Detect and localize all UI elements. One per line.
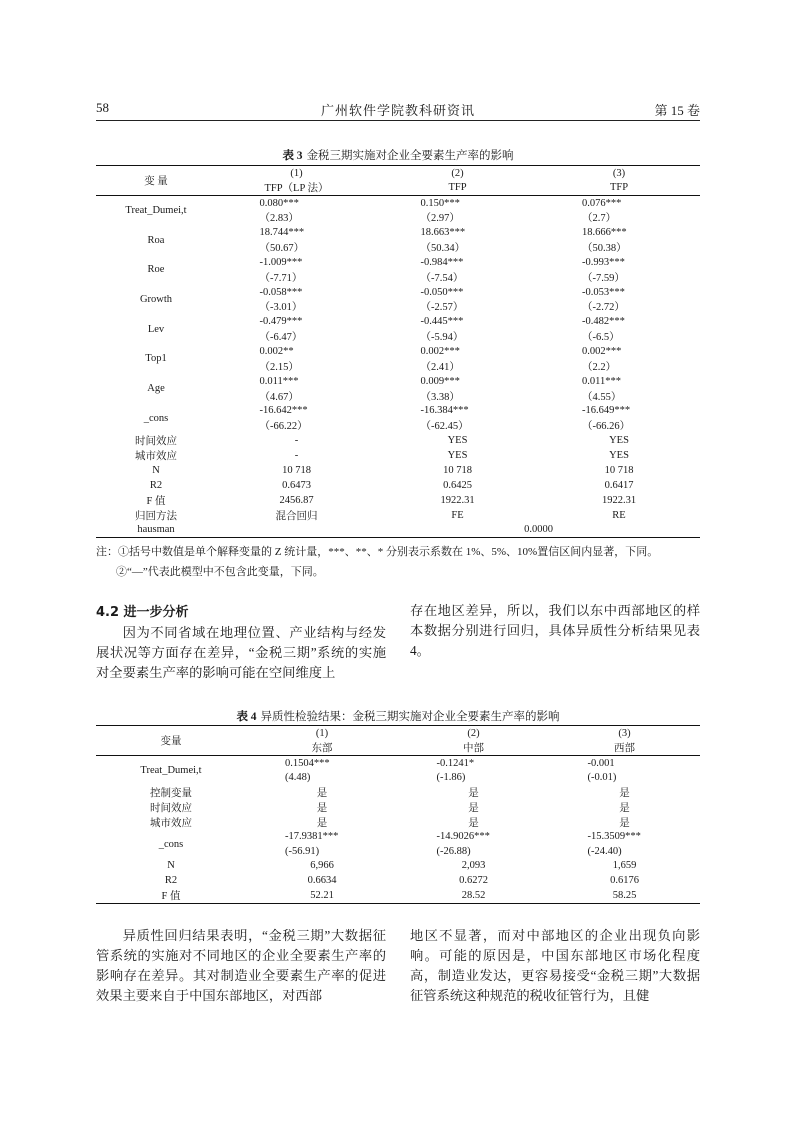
table3-caption bbox=[96, 147, 700, 163]
z-statistic-text: （2.2） bbox=[582, 361, 617, 373]
coefficient-text: 0.011*** bbox=[259, 375, 299, 387]
coefficient bbox=[549, 830, 700, 845]
table4-caption-label: 表 4 bbox=[236, 711, 257, 723]
coefficient-text: 0.076*** bbox=[582, 197, 622, 209]
coefficient-text: 0.002*** bbox=[582, 345, 622, 357]
stat-value: 58.25 bbox=[549, 888, 700, 904]
stat-name: F 值 bbox=[96, 888, 246, 904]
journal-title: 广州软件学院教科研资讯 bbox=[320, 103, 475, 118]
z-statistic bbox=[398, 770, 549, 785]
stat-row bbox=[96, 493, 700, 508]
coefficient bbox=[377, 344, 538, 359]
coefficient-text: -0.058*** bbox=[259, 286, 303, 298]
coefficient-text: 18.666*** bbox=[582, 227, 627, 239]
z-statistic bbox=[246, 844, 398, 859]
z-statistic-text: （-7.54） bbox=[420, 272, 464, 284]
coefficient-text: -0.445*** bbox=[420, 316, 464, 328]
coefficient bbox=[377, 225, 538, 240]
stat-value: 0.6473 bbox=[282, 479, 311, 491]
stat-row bbox=[96, 478, 700, 493]
z-statistic bbox=[377, 299, 538, 314]
stat-row bbox=[96, 448, 700, 463]
coefficient bbox=[538, 196, 700, 211]
table4 bbox=[96, 725, 700, 904]
stat-value: 6,966 bbox=[310, 860, 334, 872]
coefficient bbox=[398, 756, 549, 771]
hausman-row bbox=[96, 523, 700, 538]
coefficient bbox=[377, 374, 538, 389]
dependent-variable-3: TFP bbox=[538, 180, 700, 196]
coefficient bbox=[538, 225, 700, 240]
coefficient bbox=[377, 285, 538, 300]
z-statistic-text: （3.38） bbox=[420, 391, 460, 403]
stat-row bbox=[96, 508, 700, 523]
dependent-variable-1: TFP（LP 法） bbox=[216, 180, 377, 196]
coefficient-text: -0.001 bbox=[587, 757, 615, 769]
z-statistic bbox=[549, 770, 700, 785]
z-statistic bbox=[538, 418, 700, 433]
coef-row bbox=[96, 374, 700, 389]
coefficient bbox=[377, 255, 538, 270]
bottom-left-column bbox=[96, 926, 386, 1006]
z-statistic bbox=[216, 329, 377, 344]
coef-row bbox=[96, 314, 700, 329]
coefficient-text: 18.744*** bbox=[259, 227, 305, 239]
table4-header-row bbox=[96, 726, 700, 741]
stat-value: 1,659 bbox=[612, 860, 637, 872]
z-statistic-text: （-62.45） bbox=[420, 421, 469, 433]
stat-name: F 值 bbox=[146, 495, 166, 507]
coefficient bbox=[538, 404, 700, 419]
stat-value: - bbox=[294, 435, 299, 447]
z-statistic-text: (-1.86) bbox=[436, 771, 466, 783]
coefficient bbox=[538, 314, 700, 329]
coef-row bbox=[96, 285, 700, 300]
running-header bbox=[96, 98, 700, 121]
coefficient bbox=[377, 196, 538, 211]
coefficient-text: -0.053*** bbox=[582, 286, 625, 298]
z-statistic-text: （-6.47） bbox=[259, 332, 303, 344]
coefficient-text: -0.050*** bbox=[420, 286, 464, 298]
var-header: 变 量 bbox=[96, 166, 216, 196]
coefficient-text: 0.080*** bbox=[259, 197, 299, 209]
control-row bbox=[96, 785, 700, 800]
z-statistic-text: （-5.94） bbox=[420, 332, 464, 344]
variable-name: Growth bbox=[139, 294, 173, 306]
table3-caption-text: 金税三期实施对企业全要素生产率的影响 bbox=[306, 150, 514, 162]
coefficient-text: 0.002** bbox=[259, 345, 294, 357]
z-statistic bbox=[246, 770, 398, 785]
stat-value: 混合回归 bbox=[275, 510, 318, 522]
z-statistic-text: （-6.5） bbox=[582, 332, 620, 344]
variable-name: Treat_Dumei,t bbox=[125, 205, 187, 217]
z-statistic-text: (4.48) bbox=[285, 771, 311, 783]
z-statistic bbox=[538, 359, 700, 374]
variable-name: Roa bbox=[147, 234, 165, 246]
control-value: 是 bbox=[468, 802, 479, 814]
z-statistic bbox=[377, 359, 538, 374]
stat-name: 时间效应 bbox=[135, 436, 177, 448]
control-value: 是 bbox=[619, 802, 630, 814]
coefficient bbox=[538, 374, 700, 389]
coefficient bbox=[538, 255, 700, 270]
bottom-right-column bbox=[410, 926, 700, 1006]
column-number-1: (1) bbox=[246, 726, 398, 741]
control-value: 是 bbox=[619, 817, 630, 829]
column-number-1: (1) bbox=[216, 166, 377, 181]
coefficient-text: -0.984*** bbox=[420, 256, 464, 268]
coefficient-text: -1.009*** bbox=[259, 256, 303, 268]
coefficient-text: -14.9026*** bbox=[436, 831, 490, 843]
z-statistic bbox=[216, 270, 377, 285]
coefficient bbox=[538, 344, 700, 359]
coefficient-text: 0.150*** bbox=[420, 197, 460, 209]
z-statistic-text: (-26.88) bbox=[436, 845, 471, 857]
column-number-3: (3) bbox=[549, 726, 700, 741]
z-statistic-text: （50.34） bbox=[420, 243, 466, 255]
coef-row bbox=[96, 756, 700, 771]
stat-name: R2 bbox=[164, 874, 178, 886]
z-statistic-text: （4.67） bbox=[259, 391, 299, 403]
coefficient bbox=[377, 314, 538, 329]
coefficient bbox=[216, 225, 377, 240]
coefficient bbox=[216, 404, 377, 419]
column-number-2: (2) bbox=[377, 166, 538, 181]
coefficient-text: 0.009*** bbox=[420, 375, 460, 387]
z-statistic-text: （2.7） bbox=[582, 213, 617, 225]
control-value: 是 bbox=[619, 787, 630, 799]
stat-name: R2 bbox=[149, 479, 163, 491]
z-statistic bbox=[538, 329, 700, 344]
stat-name: N bbox=[167, 860, 175, 872]
control-name: 城市效应 bbox=[150, 817, 192, 829]
bottom-left-paragraph: 异质性回归结果表明，“金税三期”大数据征管系统的实施对不同地区的企业全要素生产率的影响存在差异。其对制造业全要素生产率的促进效果主要来自于中国东部地区，对西部 bbox=[96, 928, 386, 1003]
control-name: 时间效应 bbox=[150, 802, 192, 814]
z-statistic bbox=[538, 299, 700, 314]
stat-name: N bbox=[152, 465, 160, 477]
hausman-label: hausman bbox=[96, 523, 216, 538]
control-row bbox=[96, 815, 700, 830]
z-statistic-text: (-24.40) bbox=[587, 845, 622, 857]
z-statistic-text: （-66.26） bbox=[582, 421, 631, 433]
left-column-para bbox=[96, 623, 386, 683]
stat-value: FE bbox=[451, 509, 464, 521]
stat-value: YES bbox=[447, 450, 468, 462]
z-statistic bbox=[216, 418, 377, 433]
z-statistic bbox=[398, 844, 549, 859]
control-value: 是 bbox=[316, 787, 328, 799]
dependent-variable-2: TFP bbox=[377, 180, 538, 196]
right-column-para bbox=[410, 601, 700, 661]
stat-value: YES bbox=[609, 450, 629, 462]
z-statistic bbox=[377, 210, 538, 225]
z-statistic-text: (-56.91) bbox=[285, 845, 320, 857]
z-statistic-text: （-66.22） bbox=[259, 421, 308, 433]
coefficient bbox=[398, 830, 549, 845]
z-statistic-text: （-7.59） bbox=[582, 272, 625, 284]
control-value: 是 bbox=[316, 802, 328, 814]
column-number-2: (2) bbox=[398, 726, 549, 741]
z-statistic bbox=[377, 270, 538, 285]
table4-caption-text: 异质性检验结果：金税三期实施对企业全要素生产率的影响 bbox=[260, 711, 560, 723]
stat-value: 2456.87 bbox=[279, 494, 314, 506]
stat-value: 1922.31 bbox=[440, 494, 475, 506]
stat-row bbox=[96, 463, 700, 478]
z-statistic-text: （2.97） bbox=[420, 213, 460, 225]
bottom-right-paragraph: 地区不显著，而对中部地区的企业出现负向影响。可能的原因是，中国东部地区市场化程度高，制造业发达，更容易接受“金税三期”大数据征管系统这种规范的税收征管行为，且健 bbox=[410, 928, 700, 1003]
coefficient-text: -17.9381*** bbox=[285, 831, 339, 843]
z-statistic-text: （-7.71） bbox=[259, 272, 303, 284]
z-statistic bbox=[538, 210, 700, 225]
coefficient bbox=[216, 374, 377, 389]
z-statistic-text: （2.83） bbox=[259, 213, 299, 225]
stat-name: 城市效应 bbox=[135, 451, 177, 463]
coefficient-text: -16.642*** bbox=[259, 405, 308, 417]
hausman-value: 0.0000 bbox=[377, 523, 700, 538]
var-header: 变量 bbox=[96, 726, 246, 756]
coefficient-text: -16.649*** bbox=[582, 405, 631, 417]
coefficient bbox=[246, 830, 398, 845]
coefficient-text: 0.1504*** bbox=[285, 757, 330, 769]
stat-name: 归回方法 bbox=[135, 510, 177, 522]
column-number-3: (3) bbox=[538, 166, 700, 181]
z-statistic bbox=[377, 240, 538, 255]
coefficient-text: -0.993*** bbox=[582, 256, 625, 268]
variable-name: Treat_Dumei,t bbox=[140, 764, 202, 776]
variable-name: Age bbox=[147, 383, 165, 395]
stat-value: - bbox=[294, 450, 299, 462]
coefficient-text: 0.002*** bbox=[420, 345, 460, 357]
note-2: ②“—”代表此模型中不包含此变量，下同。 bbox=[116, 566, 324, 578]
control-name: 控制变量 bbox=[150, 787, 192, 799]
coef-row bbox=[96, 830, 700, 845]
stat-value: 52.21 bbox=[246, 888, 398, 904]
stat-value: 0.6176 bbox=[610, 874, 639, 886]
z-statistic bbox=[377, 329, 538, 344]
stat-value: YES bbox=[609, 435, 629, 447]
region-label-2: 中部 bbox=[398, 740, 549, 756]
stat-value: 0.6417 bbox=[604, 479, 634, 491]
stat-value: 1922.31 bbox=[601, 494, 637, 506]
table-notes bbox=[96, 542, 706, 582]
volume-label: 第 15 卷 bbox=[654, 103, 700, 118]
region-label-3: 西部 bbox=[549, 740, 700, 756]
control-value: 是 bbox=[468, 787, 479, 799]
z-statistic bbox=[216, 389, 377, 404]
variable-name: Roe bbox=[147, 264, 165, 276]
stat-value: 2,093 bbox=[461, 860, 486, 872]
coef-row bbox=[96, 225, 700, 240]
coefficient bbox=[216, 255, 377, 270]
z-statistic bbox=[377, 418, 538, 433]
z-statistic bbox=[377, 389, 538, 404]
stat-value: 0.6634 bbox=[307, 874, 337, 886]
control-value: 是 bbox=[468, 817, 479, 829]
control-row bbox=[96, 800, 700, 815]
z-statistic bbox=[216, 299, 377, 314]
stat-row bbox=[96, 433, 700, 448]
z-statistic bbox=[216, 240, 377, 255]
z-statistic-text: （2.15） bbox=[259, 361, 299, 373]
z-statistic bbox=[538, 240, 700, 255]
z-statistic-text: （50.38） bbox=[582, 243, 627, 255]
coefficient-text: -0.479*** bbox=[259, 316, 303, 328]
z-statistic-text: (-0.01) bbox=[587, 771, 617, 783]
stat-value: 10 718 bbox=[282, 465, 311, 477]
table4-caption bbox=[96, 708, 700, 724]
z-statistic bbox=[538, 270, 700, 285]
stat-value: YES bbox=[447, 435, 468, 447]
stat-value: 28.52 bbox=[398, 888, 549, 904]
coefficient bbox=[246, 756, 398, 771]
coefficient bbox=[549, 756, 700, 771]
z-statistic bbox=[538, 389, 700, 404]
coefficient-text: -16.384*** bbox=[420, 405, 469, 417]
coefficient bbox=[216, 314, 377, 329]
region-label-1: 东部 bbox=[246, 740, 398, 756]
right-paragraph: 存在地区差异，所以，我们以东中西部地区的样本数据分别进行回归，具体异质性分析结果见表 4。 bbox=[410, 603, 700, 658]
note-1: 注：①括号中数值是单个解释变量的 Z 统计量，***、**、* 分别表示系数在 1%、5%、10%置信区间内显著，下同。 bbox=[96, 546, 659, 558]
coefficient-text: 18.663*** bbox=[420, 227, 466, 239]
stat-row bbox=[96, 888, 700, 904]
table3 bbox=[96, 165, 700, 538]
coef-row bbox=[96, 196, 700, 211]
z-statistic-text: （-2.57） bbox=[420, 302, 464, 314]
coef-row bbox=[96, 404, 700, 419]
coefficient-text: -15.3509*** bbox=[587, 831, 641, 843]
stat-value: RE bbox=[612, 509, 626, 521]
stat-row bbox=[96, 873, 700, 888]
coefficient bbox=[216, 285, 377, 300]
z-statistic bbox=[216, 359, 377, 374]
section-heading: 4.2 进一步分析 bbox=[96, 605, 189, 620]
coefficient bbox=[216, 344, 377, 359]
z-statistic bbox=[216, 210, 377, 225]
z-statistic-text: （4.55） bbox=[582, 391, 622, 403]
stat-value: 0.6425 bbox=[443, 479, 472, 491]
variable-name: _cons bbox=[158, 838, 184, 850]
variable-name: Top1 bbox=[145, 353, 167, 365]
page-number: 58 bbox=[96, 100, 109, 115]
left-paragraph: 因为不同省域在地理位置、产业结构与经发展状况等方面存在差异，“金税三期”系统的实施对全要素生产率的影响可能在空间维度上 bbox=[96, 625, 386, 680]
z-statistic-text: （50.67） bbox=[259, 243, 305, 255]
z-statistic bbox=[549, 844, 700, 859]
coef-row bbox=[96, 255, 700, 270]
z-statistic-text: （-2.72） bbox=[582, 302, 625, 314]
stat-value: 0.6272 bbox=[459, 874, 488, 886]
stat-value: 10 718 bbox=[443, 465, 472, 477]
control-value: 是 bbox=[316, 817, 328, 829]
variable-name: _cons bbox=[143, 412, 169, 424]
coefficient-text: -0.1241* bbox=[436, 757, 475, 769]
stat-value: 10 718 bbox=[604, 465, 634, 477]
hausman-empty bbox=[216, 523, 377, 538]
coefficient bbox=[377, 404, 538, 419]
z-statistic-text: （2.41） bbox=[420, 361, 460, 373]
coefficient bbox=[538, 285, 700, 300]
coef-row bbox=[96, 344, 700, 359]
coefficient-text: -0.482*** bbox=[582, 316, 625, 328]
coefficient-text: 0.011*** bbox=[582, 375, 621, 387]
table3-header-row bbox=[96, 166, 700, 181]
z-statistic-text: （-3.01） bbox=[259, 302, 303, 314]
variable-name: Lev bbox=[147, 323, 165, 335]
table3-caption-label: 表 3 bbox=[282, 150, 303, 162]
coefficient bbox=[216, 196, 377, 211]
stat-row bbox=[96, 859, 700, 874]
